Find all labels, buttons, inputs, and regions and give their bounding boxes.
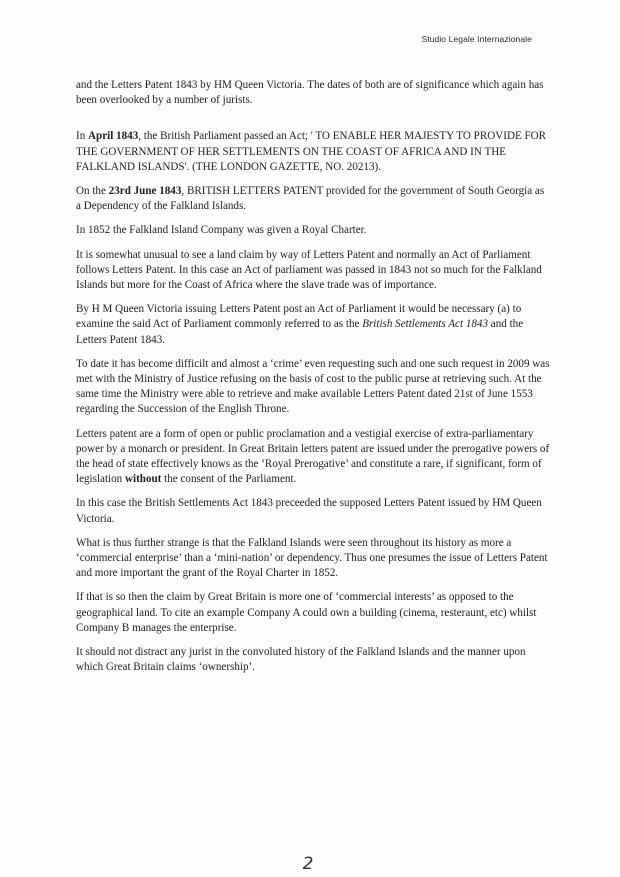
paragraph-8-tail: the consent of the Parliament.: [161, 473, 297, 486]
paragraph-3-date: 23rd June 1843: [108, 185, 182, 198]
paragraph-8-emphasis: without: [125, 473, 162, 486]
paragraph-3-lead: On the: [76, 185, 109, 198]
paragraph-8: [76, 427, 550, 488]
paragraph-2: [76, 129, 550, 175]
paragraph-3-text: , BRITISH LETTERS PATENT provided for the government of South Georgia as a Dependency of the Falkland Islands.: [76, 185, 545, 213]
paragraph-8-lead: Letters patent are a form of open or public proclamation and a vestigial exercise of extra-parliamentary power by a monarch or president. In Great Britain letters patent are issued under the prerogative powers of the head of state effectively knows as the ‘Royal Prerogative’ and constitute a rare, if significant, form of legislation: [76, 427, 550, 486]
paragraph-2-date: April 1843: [88, 130, 139, 143]
paragraph-6-tail: and the Letters Patent 1843.: [76, 318, 524, 346]
page-number: 2: [302, 854, 314, 874]
paragraph-6: [76, 302, 550, 348]
letterhead-firm-name: Studio Legale Internazionale: [421, 34, 532, 44]
document-body: [76, 78, 550, 685]
paragraph-2-text: , the British Parliament passed an Act; ' TO ENABLE HER MAJESTY TO PROVIDE FOR THE GOVERNMENT OF HER SETTLEMENTS ON THE COAST OF AFRICA AND IN THE FALKLAND ISLANDS'. (THE LONDON GAZETTE, NO. 20213).: [76, 130, 547, 173]
paragraph-7: To date it has become difficilt and almost a ‘crime’ even requesting such and one such request in 2009 was met with the Ministry of Justice refusing on the basis of cost to the public purse at retrieving such. At the same time the Ministry were able to retrieve and make available Letters Patent dated 21st of June 1553 regarding the Succession of the English Throne.: [76, 357, 550, 416]
paragraph-6-lead: By H M Queen Victoria issuing Letters Patent post an Act of Parliament it would be necessary (a) to examine the said Act of Parliament commonly referred to as the: [76, 303, 522, 331]
paragraph-12: It should not distract any jurist in the convoluted history of the Falkland Islands and the manner upon which Great Britain claims ‘ownership’.: [76, 646, 526, 674]
paragraph-4: In 1852 the Falkland Island Company was given a Royal Charter.: [76, 224, 367, 237]
paragraph-3: [76, 184, 550, 214]
paragraph-2-lead: In: [76, 130, 89, 143]
paragraph-6-act-title: British Settlements Act 1843: [362, 318, 489, 331]
paragraph-1: and the Letters Patent 1843 by HM Queen Victoria. The dates of both are of significance which again has been overlooked by a number of jurists.: [76, 79, 544, 107]
paragraph-5: It is somewhat unusual to see a land claim by way of Letters Patent and normally an Act of Parliament follows Letters Patent. In this case an Act of parliament was passed in 1843 not so much for the Falkland Islands but more for the Coast of Africa where the slave trade was of importance.: [76, 248, 542, 292]
paragraph-10: What is thus further strange is that the Falkland Islands were seen throughout its history as more a ‘commercial enterprise’ than a ‘mini-nation’ or dependency. Thus one presumes the issue of Letters Patent and more important the grant of the Royal Charter in 1852.: [76, 536, 548, 580]
paragraph-9: In this case the British Settlements Act 1843 preceeded the supposed Letters Patent issued by HM Queen Victoria.: [76, 497, 542, 525]
paragraph-11: If that is so then the claim by Great Britain is more one of ‘commercial interests’ as opposed to the geographical land. To cite an example Company A could own a building (cinema, resteraunt, etc) whilst Company B manages the enterprise.: [76, 591, 537, 634]
